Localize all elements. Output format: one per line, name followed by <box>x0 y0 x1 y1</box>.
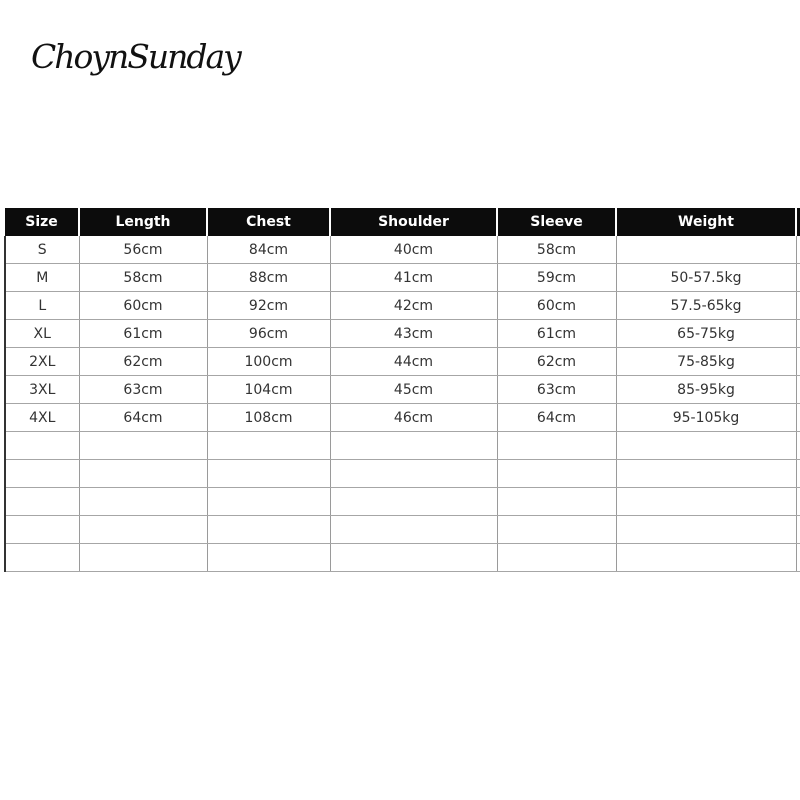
size-chart-table <box>4 208 800 572</box>
table-row <box>5 404 800 432</box>
cell-extra <box>796 404 800 432</box>
cell-size: 3XL <box>5 376 79 404</box>
cell-chest: 100cm <box>207 348 330 376</box>
cell-shoulder: 41cm <box>330 264 497 292</box>
empty-cell <box>616 544 796 572</box>
empty-cell <box>5 460 79 488</box>
brand-logo: ChoynSunday <box>31 37 240 76</box>
cell-shoulder: 45cm <box>330 376 497 404</box>
cell-size: M <box>5 264 79 292</box>
cell-weight: 57.5-65kg <box>616 292 796 320</box>
empty-cell <box>796 488 800 516</box>
cell-size: L <box>5 292 79 320</box>
empty-cell <box>207 516 330 544</box>
cell-sleeve: 58cm <box>497 236 616 264</box>
empty-cell <box>497 516 616 544</box>
empty-cell <box>330 488 497 516</box>
header-length: Length <box>79 208 207 236</box>
cell-length: 58cm <box>79 264 207 292</box>
cell-sleeve: 64cm <box>497 404 616 432</box>
header-weight: Weight <box>616 208 796 236</box>
size-chart-body <box>5 236 800 572</box>
empty-row <box>5 544 800 572</box>
empty-cell <box>79 544 207 572</box>
cell-extra <box>796 264 800 292</box>
empty-cell <box>616 432 796 460</box>
cell-sleeve: 62cm <box>497 348 616 376</box>
header-shoulder: Shoulder <box>330 208 497 236</box>
empty-row <box>5 432 800 460</box>
cell-shoulder: 40cm <box>330 236 497 264</box>
table-row <box>5 348 800 376</box>
cell-chest: 96cm <box>207 320 330 348</box>
header-size: Size <box>5 208 79 236</box>
cell-length: 64cm <box>79 404 207 432</box>
empty-cell <box>796 516 800 544</box>
empty-cell <box>5 544 79 572</box>
empty-cell <box>207 488 330 516</box>
empty-cell <box>79 432 207 460</box>
header-chest: Chest <box>207 208 330 236</box>
cell-chest: 104cm <box>207 376 330 404</box>
empty-cell <box>616 516 796 544</box>
empty-cell <box>330 516 497 544</box>
cell-size: XL <box>5 320 79 348</box>
cell-extra <box>796 376 800 404</box>
cell-chest: 108cm <box>207 404 330 432</box>
empty-cell <box>330 544 497 572</box>
table-row <box>5 264 800 292</box>
empty-row <box>5 460 800 488</box>
cell-sleeve: 59cm <box>497 264 616 292</box>
empty-cell <box>207 432 330 460</box>
cell-extra <box>796 236 800 264</box>
cell-weight: 65-75kg <box>616 320 796 348</box>
empty-cell <box>5 488 79 516</box>
cell-length: 61cm <box>79 320 207 348</box>
empty-cell <box>330 460 497 488</box>
cell-weight <box>616 236 796 264</box>
table-row <box>5 236 800 264</box>
empty-cell <box>330 432 497 460</box>
cell-length: 63cm <box>79 376 207 404</box>
cell-sleeve: 63cm <box>497 376 616 404</box>
empty-cell <box>79 488 207 516</box>
cell-sleeve: 60cm <box>497 292 616 320</box>
empty-row <box>5 488 800 516</box>
table-row <box>5 320 800 348</box>
empty-cell <box>616 460 796 488</box>
cell-weight: 95-105kg <box>616 404 796 432</box>
empty-cell <box>497 488 616 516</box>
cell-chest: 84cm <box>207 236 330 264</box>
cell-length: 62cm <box>79 348 207 376</box>
header-extra <box>796 208 800 236</box>
cell-length: 56cm <box>79 236 207 264</box>
cell-size: 4XL <box>5 404 79 432</box>
table-row <box>5 292 800 320</box>
cell-weight: 50-57.5kg <box>616 264 796 292</box>
cell-shoulder: 44cm <box>330 348 497 376</box>
cell-extra <box>796 292 800 320</box>
cell-shoulder: 43cm <box>330 320 497 348</box>
empty-cell <box>207 544 330 572</box>
empty-cell <box>5 516 79 544</box>
cell-size: 2XL <box>5 348 79 376</box>
empty-cell <box>79 460 207 488</box>
header-sleeve: Sleeve <box>497 208 616 236</box>
empty-cell <box>796 544 800 572</box>
empty-cell <box>796 460 800 488</box>
table-row <box>5 376 800 404</box>
cell-extra <box>796 320 800 348</box>
empty-cell <box>497 432 616 460</box>
cell-weight: 75-85kg <box>616 348 796 376</box>
cell-extra <box>796 348 800 376</box>
cell-length: 60cm <box>79 292 207 320</box>
empty-cell <box>207 460 330 488</box>
cell-weight: 85-95kg <box>616 376 796 404</box>
cell-chest: 92cm <box>207 292 330 320</box>
cell-size: S <box>5 236 79 264</box>
empty-cell <box>497 460 616 488</box>
cell-sleeve: 61cm <box>497 320 616 348</box>
cell-chest: 88cm <box>207 264 330 292</box>
empty-cell <box>79 516 207 544</box>
empty-cell <box>616 488 796 516</box>
empty-row <box>5 516 800 544</box>
empty-cell <box>5 432 79 460</box>
cell-shoulder: 42cm <box>330 292 497 320</box>
empty-cell <box>796 432 800 460</box>
cell-shoulder: 46cm <box>330 404 497 432</box>
header-row <box>5 208 800 236</box>
empty-cell <box>497 544 616 572</box>
